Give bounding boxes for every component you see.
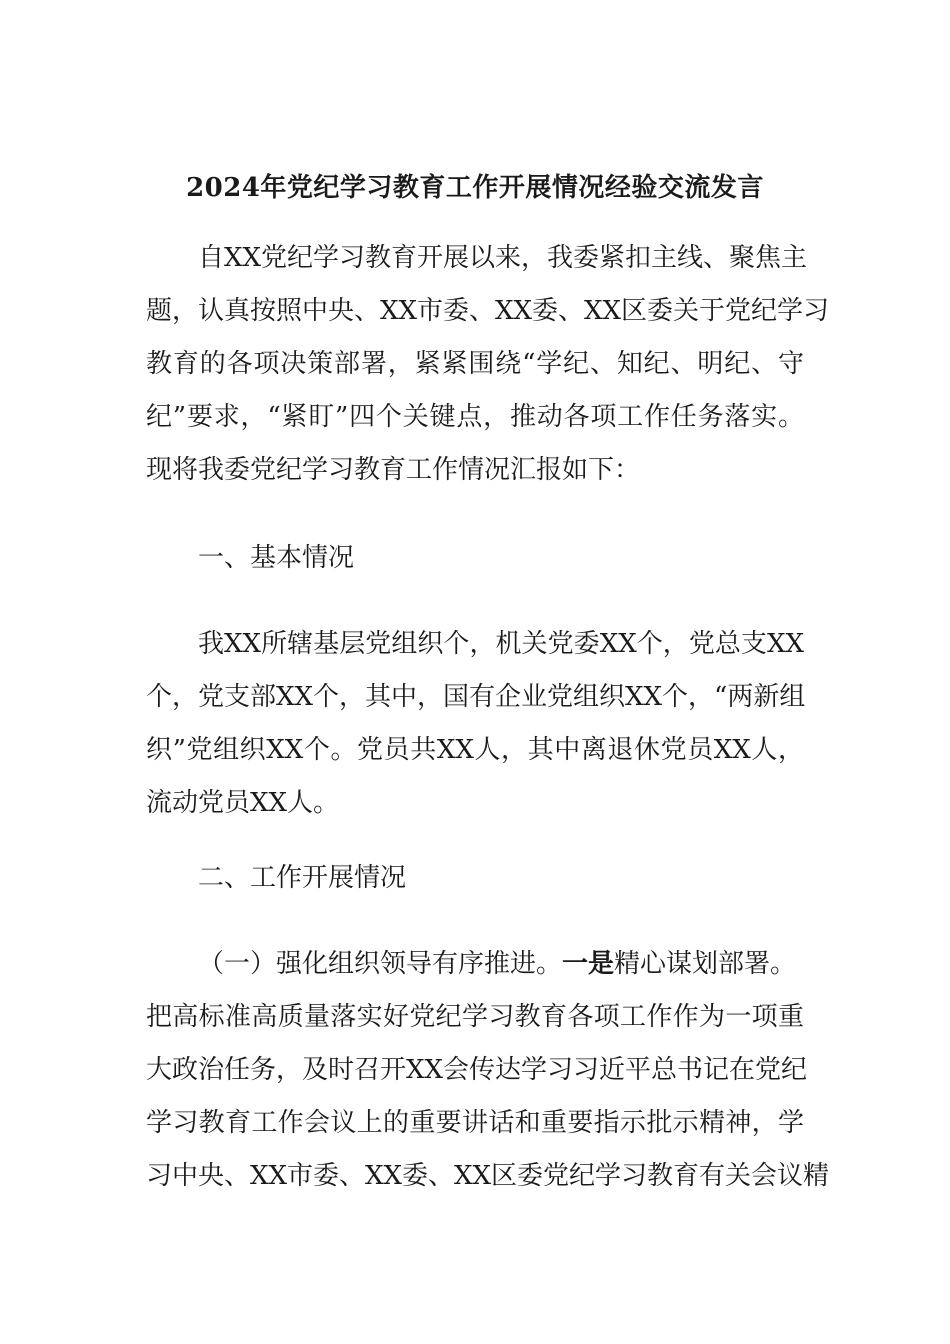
- paragraph-line: 现将我委党纪学习教育工作情况汇报如下：: [146, 455, 641, 485]
- paragraph-line: 个，党支部XX个，其中，国有企业党组织XX个，“两新组: [146, 682, 806, 712]
- paragraph-line: 大政治任务，及时召开XX会传达学习习近平总书记在党纪: [146, 1055, 808, 1085]
- paragraph-line: 题，认真按照中央、XX市委、XX委、XX区委关于党纪学习: [146, 296, 830, 326]
- paragraph-line: 纪”要求，“紧盯”四个关键点，推动各项工作任务落实。: [146, 402, 804, 432]
- paragraph-line: 学习教育工作会议上的重要讲话和重要指示批示精神，学: [146, 1108, 804, 1138]
- paragraph-line: 习中央、XX市委、XX委、XX区委党纪学习教育有关会议精: [146, 1161, 830, 1191]
- subsection-point-text: 精心谋划部署。: [614, 949, 797, 979]
- subsection-point-marker: 一是: [562, 949, 615, 979]
- paragraph-line: 我XX所辖基层党组织个，机关党委XX个，党总支XX: [198, 629, 804, 659]
- basic-situation-paragraph: [146, 618, 804, 830]
- intro-paragraph: [146, 232, 830, 497]
- paragraph-line: 流动党员XX人。: [146, 788, 340, 818]
- document-title: 2024年党纪学习教育工作开展情况经验交流发言: [186, 173, 764, 203]
- subsection-heading-line: [146, 938, 804, 991]
- paragraph-line: 织”党组织XX个。党员共XX人，其中离退休党员XX人，: [146, 735, 804, 765]
- subsection-title: （一）强化组织领导有序推进。: [198, 949, 563, 979]
- section-heading-basic: 一、基本情况: [198, 543, 355, 573]
- section-heading-work: 二、工作开展情况: [198, 863, 407, 893]
- work-progress-paragraph: [146, 938, 830, 1203]
- paragraph-line: 自XX党纪学习教育开展以来，我委紧扣主线、聚焦主: [198, 243, 808, 273]
- paragraph-line: 把高标准高质量落实好党纪学习教育各项工作作为一项重: [146, 1002, 804, 1032]
- paragraph-line: 教育的各项决策部署，紧紧围绕“学纪、知纪、明纪、守: [146, 349, 804, 379]
